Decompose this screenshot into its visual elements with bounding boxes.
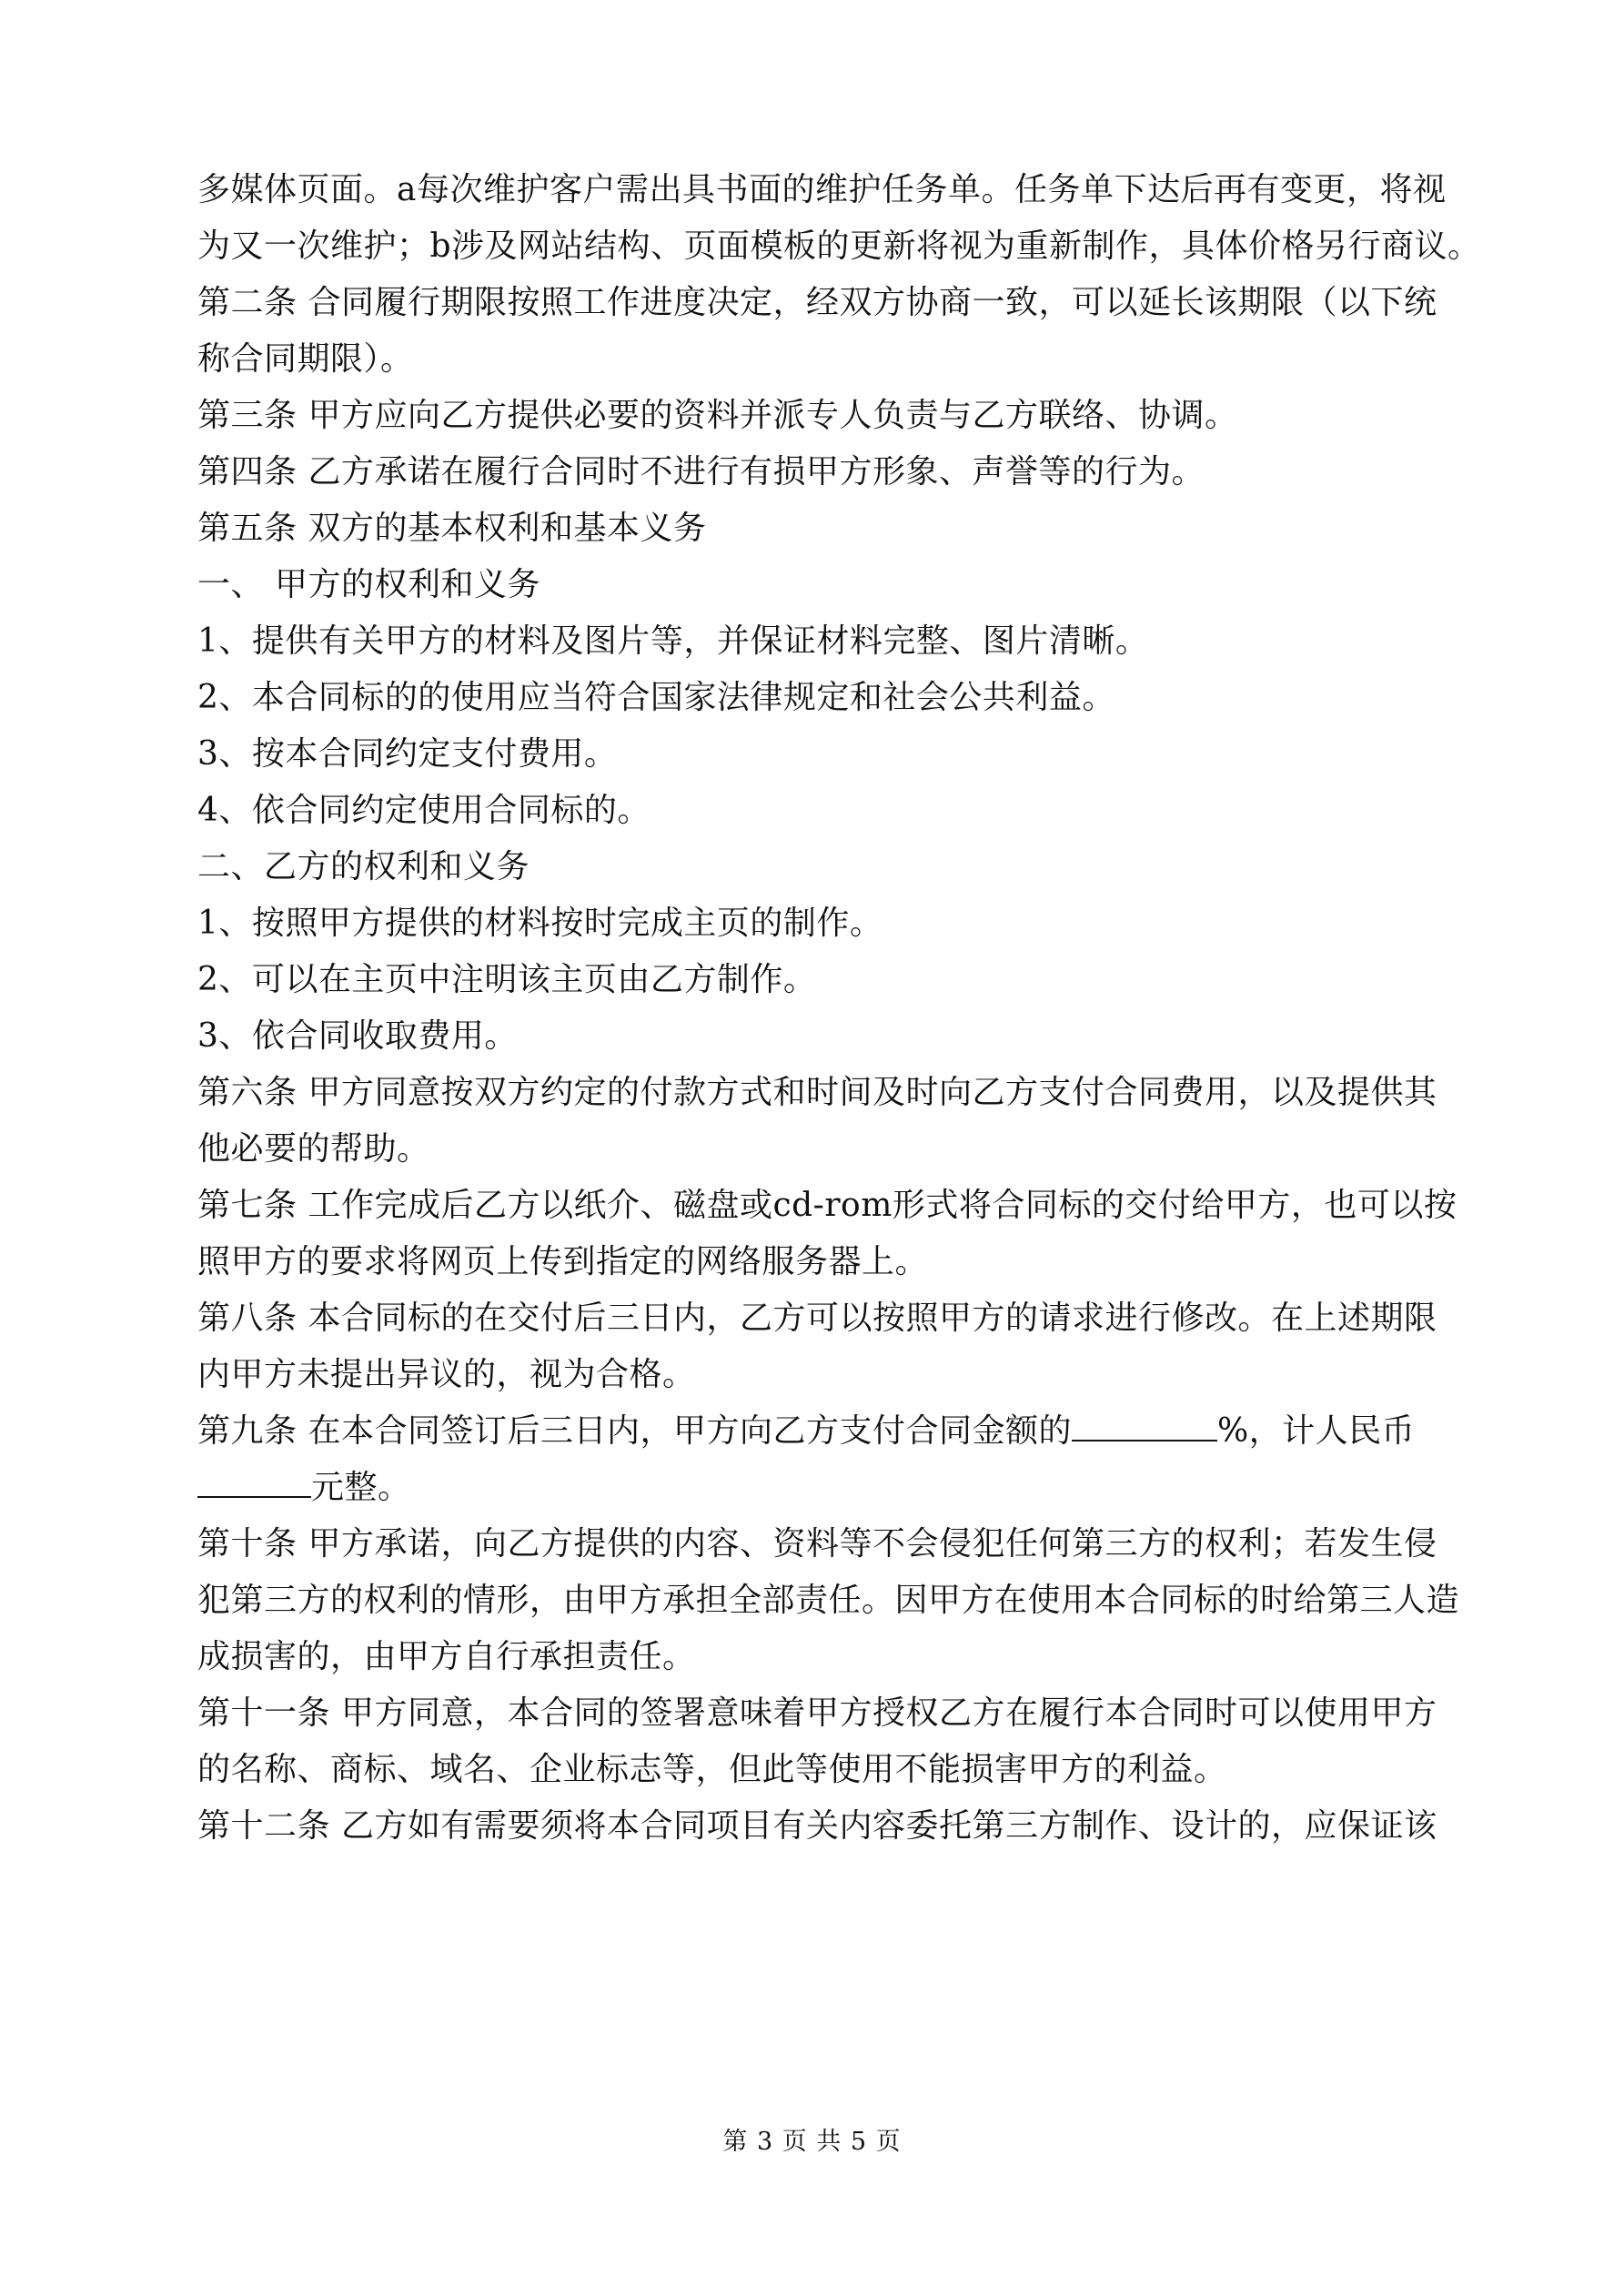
page-number-footer: 第 3 页 共 5 页 [722,2128,902,2156]
clause-5-heading: 第五条 双方的基本权利和基本义务 [197,510,707,547]
clause-8-line: 第八条 本合同标的在交付后三日内，乙方可以按照甲方的请求进行修改。在上述期限 [197,1300,1437,1337]
text-line: 称合同期限）。 [197,340,414,378]
document-body [197,162,1481,1855]
clause-9-text-c: 元整。 [311,1469,411,1506]
text-line: 多媒体页面。a每次维护客户需出具书面的维护任务单。任务单下达后再有变更，将视 [197,171,1447,208]
list-item: 1、提供有关甲方的材料及图片等，并保证材料完整、图片清晰。 [197,622,1149,660]
clause-3-line: 第三条 甲方应向乙方提供必要的资料并派专人负责与乙方联络、协调。 [197,397,1238,434]
clause-12-line: 第十二条 乙方如有需要须将本合同项目有关内容委托第三方制作、设计的，应保证该 [197,1807,1437,1845]
text-line: 成损害的，由甲方自行承担责任。 [197,1638,696,1675]
clause-9-text-a: 第九条 在本合同签订后三日内，甲方向乙方支付合同金额的 [197,1412,1072,1450]
clause-4-line: 第四条 乙方承诺在履行合同时不进行有损甲方形象、声誉等的行为。 [197,453,1205,491]
amount-blank[interactable] [197,1469,311,1498]
clause-9-text-b: %，计人民币 [1216,1412,1416,1450]
text-line: 他必要的帮助。 [197,1130,430,1168]
list-item: 3、按本合同约定支付费用。 [197,735,618,773]
clause-2-line: 第二条 合同履行期限按照工作进度决定，经双方协商一致，可以延长该期限（以下统 [197,284,1437,321]
clause-7-line: 第七条 工作完成后乙方以纸介、磁盘或cd-rom形式将合同标的交付给甲方，也可以按 [197,1187,1458,1224]
list-item: 4、依合同约定使用合同标的。 [197,792,651,829]
text-line: 照甲方的要求将网页上传到指定的网络服务器上。 [197,1243,929,1280]
text-line: 为又一次维护；b涉及网站结构、页面模板的更新将视为重新制作，具体价格另行商议。 [197,228,1481,265]
section-heading-party-a: 一、 甲方的权利和义务 [197,566,540,603]
list-item: 1、按照甲方提供的材料按时完成主页的制作。 [197,905,883,942]
text-line: 犯第三方的权利的情形，由甲方承担全部责任。因甲方在使用本合同标的时给第三人造 [197,1582,1460,1619]
clause-9-line [197,1403,1444,1460]
list-item: 3、依合同收取费用。 [197,1017,518,1055]
clause-10-line: 第十条 甲方承诺，向乙方提供的内容、资料等不会侵犯任何第三方的权利；若发生侵 [197,1525,1437,1563]
percentage-blank[interactable] [1072,1412,1217,1441]
clause-11-line: 第十一条 甲方同意，本合同的签署意味着甲方授权乙方在履行本合同时可以使用甲方 [197,1694,1437,1732]
list-item: 2、可以在主页中注明该主页由乙方制作。 [197,961,817,998]
text-line: 内甲方未提出异议的，视为合格。 [197,1356,696,1393]
list-item: 2、本合同标的的使用应当符合国家法律规定和社会公共利益。 [197,679,1115,716]
section-heading-party-b: 二、乙方的权利和义务 [197,848,530,885]
text-line: 的名称、商标、域名、企业标志等，但此等使用不能损害甲方的利益。 [197,1751,1227,1788]
clause-9-line-2 [197,1460,1444,1516]
clause-6-line: 第六条 甲方同意按双方约定的付款方式和时间及时向乙方支付合同费用，以及提供其 [197,1074,1437,1111]
